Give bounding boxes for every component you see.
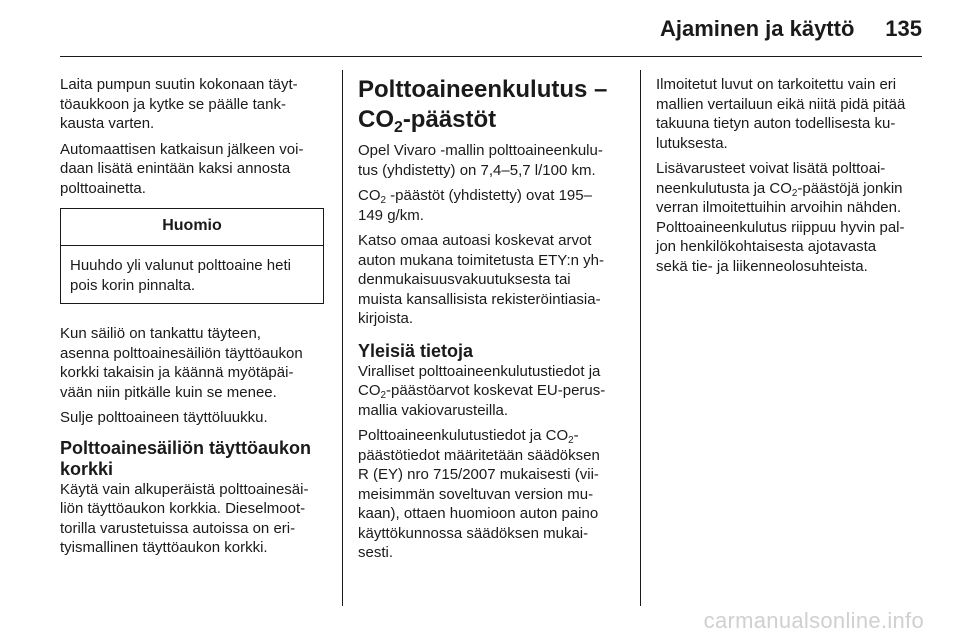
- subscript: 2: [380, 194, 386, 206]
- text-line: töaukkoon ja kytke se päälle tank-: [60, 95, 286, 113]
- text-line: tus (yhdistetty) on 7,4–5,7 l/100 km.: [358, 161, 596, 179]
- paragraph-regulation: [358, 426, 634, 563]
- text-line: sesti.: [358, 544, 394, 561]
- text-line: Polttoaineenkulutus riippuu hyvin pal-: [656, 218, 905, 236]
- text-pre: Polttoaineenkulutustiedot ja CO: [358, 427, 569, 444]
- section-heading-filler-cap: [60, 438, 332, 480]
- paragraph-official-data: [358, 362, 634, 421]
- paragraph-close-flap: [60, 408, 332, 428]
- subscript: 2: [568, 434, 574, 446]
- text-co: CO: [358, 187, 381, 204]
- subscript: 2: [791, 187, 798, 199]
- text-post: -päästöjä jonkin: [797, 179, 903, 197]
- paragraph-filler-cap: [60, 480, 332, 558]
- text-line: käyttökunnossa säädöksen mukai-: [358, 524, 589, 542]
- column-divider-1: [342, 70, 343, 606]
- text-line: vään niin pitkälle kuin se menee.: [60, 383, 277, 401]
- text-line: auton mukana toimitetusta ETY:n yh-: [358, 251, 604, 269]
- text-line: sekä tie- ja liikenneolosuhteista.: [656, 257, 868, 275]
- text-line: Sulje polttoaineen täyttöluukku.: [60, 409, 268, 426]
- watermark: carmanualsonline.info: [703, 608, 924, 633]
- text-line: Katso omaa autoasi koskevat arvot: [358, 232, 592, 249]
- text-co: CO: [358, 382, 381, 399]
- heading-line: Polttoainesäiliön täyttöaukon: [60, 437, 312, 458]
- text-line: torilla varustetuissa autoissa on eri-: [60, 519, 296, 537]
- column-1: [60, 75, 332, 564]
- text-line: muista kansallisista rekisteröintiasia-: [358, 290, 601, 308]
- text-line: 149 g/km.: [358, 206, 424, 224]
- text-line: Automaattisen katkaisun jälkeen voi-: [60, 140, 304, 158]
- page-header-title: Ajaminen ja käyttö: [660, 16, 855, 41]
- text-rest: -päästöarvot koskevat EU-perus-: [386, 382, 606, 399]
- text-line: lutuksesta.: [656, 134, 728, 152]
- column-3: [656, 75, 936, 282]
- paragraph-see-values: [358, 231, 634, 329]
- note-box: [60, 208, 324, 304]
- text-line: Laita pumpun suutin kokonaan täyt-: [60, 76, 298, 93]
- text-line: Huuhdo yli valunut polttoaine heti: [70, 257, 291, 274]
- text-line: kirjoista.: [358, 310, 414, 327]
- text-line: [358, 426, 634, 446]
- text-line: päästötiedot määritetään säädöksen: [358, 446, 600, 464]
- text-line: Käytä vain alkuperäistä polttoainesäi-: [60, 480, 309, 498]
- text-line: [358, 186, 634, 206]
- text-line: mallia vakiovarusteilla.: [358, 401, 509, 419]
- text-line: asenna polttoainesäiliön täyttöaukon: [60, 344, 303, 362]
- text-line: verran ilmoitettuihin arvoihin nähden.: [656, 199, 902, 216]
- text-line: mallien vertailuun eikä niitä pidä pitää: [656, 95, 906, 113]
- heading-line: [358, 105, 634, 135]
- text-line: takuuna tietyn auton todellisesta ku-: [656, 115, 896, 132]
- note-title: Huomio: [61, 209, 323, 246]
- heading-subscript: 2: [394, 118, 403, 136]
- text-line: pois korin pinnalta.: [70, 276, 196, 294]
- section-heading-fuel-consumption: [358, 75, 634, 135]
- text-line: [358, 381, 634, 401]
- paragraph-after-filling: [60, 324, 332, 402]
- column-2: [358, 75, 634, 569]
- text-line: daan lisätä enintään kaksi annosta: [60, 160, 291, 177]
- text-line: Lisävarusteet voivat lisätä polttoai-: [656, 160, 886, 177]
- subheading-general-info: Yleisiä tietoja: [358, 340, 474, 361]
- text-line: Viralliset polttoaineenkulutustiedot ja: [358, 362, 601, 380]
- header-divider: [60, 56, 922, 57]
- text-line: jon henkilökohtaisesta ajotavasta: [656, 238, 877, 255]
- text-line: meisimmän soveltuvan version mu-: [358, 485, 594, 503]
- heading-line: korkki: [60, 458, 114, 479]
- paragraph-nozzle: [60, 75, 332, 134]
- text-post: -: [573, 427, 579, 444]
- text-line: tyismallinen täyttöaukon korkki.: [60, 539, 268, 556]
- heading-co: CO: [358, 106, 394, 133]
- text-line: Ilmoitetut luvut on tarkoitettu vain eri: [656, 76, 897, 93]
- text-line: R (EY) nro 715/2007 mukaisesti (vii-: [358, 466, 599, 483]
- column-divider-2: [640, 70, 641, 606]
- text-line: kausta varten.: [60, 115, 155, 132]
- text-pre: neenkulutusta ja CO: [656, 179, 792, 197]
- text-line: denmukaisuusvakuutuksesta tai: [358, 271, 571, 288]
- heading-rest: -päästöt: [402, 106, 497, 133]
- text-rest: -päästöt (yhdistetty) ovat 195–: [386, 187, 592, 204]
- text-line: korkki takaisin ja käännä myötäpäi-: [60, 364, 294, 381]
- paragraph-co2-emissions: [358, 186, 634, 225]
- paragraph-vivaro-consumption: [358, 141, 634, 180]
- paragraph-accessories: [656, 159, 936, 276]
- paragraph-comparison: [656, 75, 936, 153]
- text-line: liön täyttöaukon korkkia. Dieselmoot-: [60, 500, 306, 517]
- note-body: [61, 246, 323, 303]
- text-line: kaan), ottaen huomioon auton paino: [358, 505, 599, 522]
- text-line: [656, 179, 936, 199]
- text-line: polttoainetta.: [60, 179, 146, 197]
- paragraph-auto-shutoff: [60, 140, 332, 199]
- subscript: 2: [380, 389, 386, 401]
- text-line: Kun säiliö on tankattu täyteen,: [60, 325, 261, 342]
- page-number: 135: [885, 16, 922, 41]
- text-line: Opel Vivaro -mallin polttoaineenkulu-: [358, 142, 603, 159]
- heading-line: Polttoaineenkulutus –: [358, 76, 608, 103]
